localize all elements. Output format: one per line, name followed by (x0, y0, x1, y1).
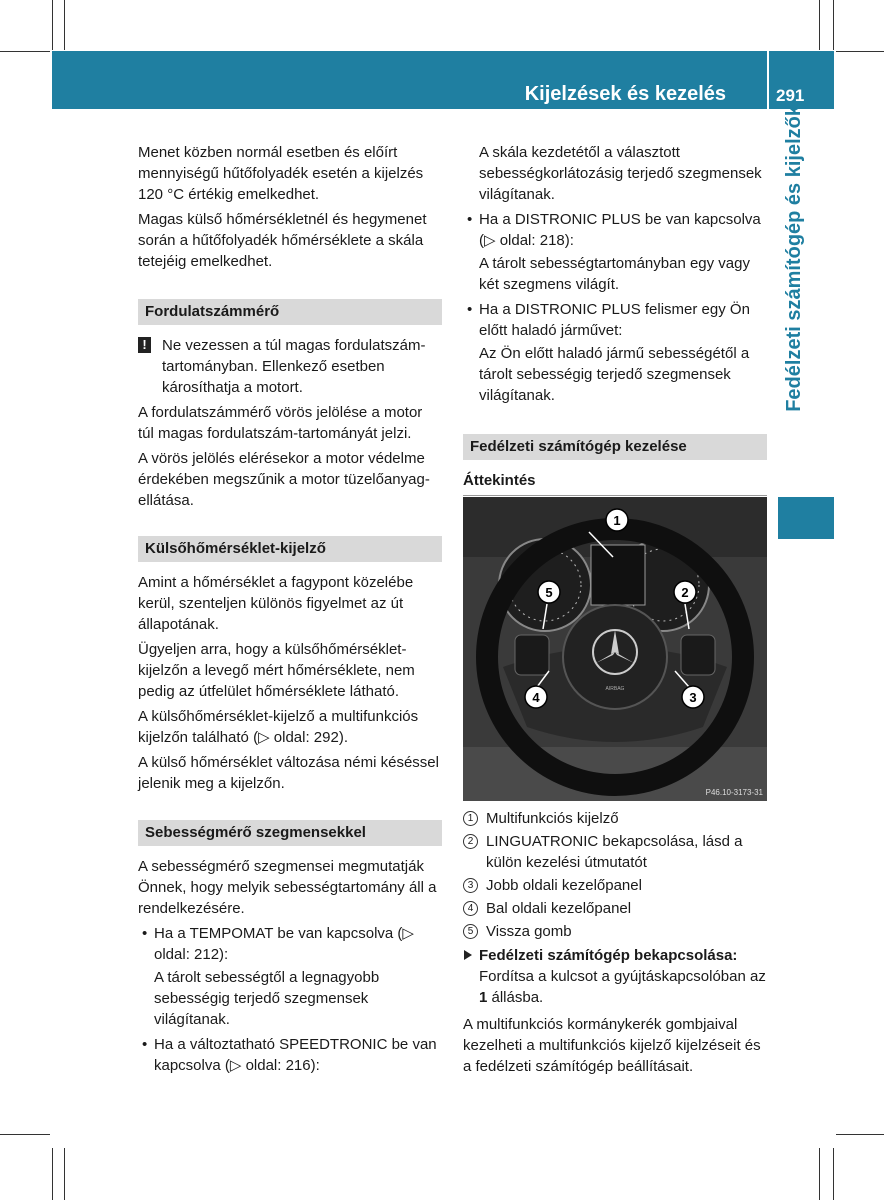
legend-text: Multifunkciós kijelző (486, 810, 619, 827)
crop-mark (64, 0, 65, 50)
warning-text: Ne vezessen a túl magas fordulatszám-tartományban. Ellenkező esetben károsíthatja a motort. (162, 337, 426, 396)
crop-mark (836, 1134, 884, 1135)
steering-wheel-illustration (463, 497, 767, 801)
crop-mark (0, 1134, 50, 1135)
figure-code: P46.10-3173-31 (705, 788, 763, 797)
paragraph: A külső hőmérséklet változása némi késéssel jelenik meg a kijelzőn. (138, 754, 439, 792)
svg-text:3: 3 (689, 690, 697, 705)
warning-icon: ! (138, 337, 151, 353)
svg-text:4: 4 (532, 690, 540, 705)
bullet-detail: Az Ön előtt haladó jármű sebességétől a tárolt sebességig terjedő szegmensek világítanak. (479, 345, 750, 404)
crop-mark (0, 51, 50, 52)
paragraph: A külsőhőmérséklet-kijelző a multifunkciós kijelzőn található (▷ oldal: 292). (138, 708, 419, 746)
chapter-tab-label: Fedélzeti számítógép és kijelzők (783, 105, 805, 412)
svg-text:1: 1 (613, 513, 621, 528)
legend-text: Bal oldali kezelőpanel (486, 900, 632, 917)
crop-mark (52, 1148, 53, 1200)
paragraph: A multifunkciós kormánykerék gombjaival kezelheti a multifunkciós kijelző kijelzéseit és a fedélzeti számítógép beállításait. (463, 1016, 761, 1075)
action-text: állásba. (487, 989, 544, 1006)
legend-text: Jobb oldali kezelőpanel (486, 877, 642, 894)
legend-text: Vissza gomb (486, 923, 572, 940)
airbag-label: AIRBAG (605, 686, 625, 692)
crop-mark (64, 1148, 65, 1200)
legend-text: LINGUATRONIC bekapcsolása, lásd a külön kezelési útmutatót (486, 833, 743, 871)
bullet-detail: A tárolt sebességtartományban egy vagy két szegmens világít. (479, 255, 750, 293)
section-heading: Fedélzeti számítógép kezelése (463, 434, 767, 460)
callout-4 (525, 686, 547, 708)
warning-note (138, 335, 442, 398)
callout-5 (538, 581, 560, 603)
page-title: Kijelzések és kezelés (524, 83, 726, 105)
bullet-item: • Ha a TEMPOMAT be van kapcsolva (▷ oldal: 212): (138, 923, 442, 965)
section-heading: Külsőhőmérséklet-kijelző (138, 536, 442, 562)
right-column (463, 142, 767, 496)
page-header (52, 51, 834, 109)
paragraph: A vörös jelölés elérésekor a motor védelme érdekében megszűnik a motor tüzelőanyag-ellátása. (138, 450, 430, 509)
bullet-item: • Ha a változtatható SPEEDTRONIC be van kapcsolva (▷ oldal: 216): (138, 1034, 442, 1076)
page-number: 291 (776, 86, 805, 105)
crop-mark (833, 0, 834, 50)
left-column (138, 142, 442, 1078)
bullet-detail: A skála kezdetétől a választott sebességkorlátozásig terjedő szegmensek világítanak. (479, 144, 762, 203)
crop-mark (819, 1148, 820, 1200)
crop-mark (52, 0, 53, 50)
callout-2 (674, 581, 696, 603)
section-heading: Sebességmérő szegmensekkel (138, 820, 442, 846)
steering-wheel-photo (463, 497, 767, 801)
legend-number: 2 (463, 834, 478, 849)
paragraph: Amint a hőmérséklet a fagypont közelébe kerül, szenteljen különös figyelmet az út állapotának. (138, 574, 414, 633)
paragraph: Menet közben normál esetben és előírt mennyiségű hűtőfolyadék esetén a kijelzés 120 °C értékig emelkedhet. (138, 144, 424, 203)
paragraph: Ügyeljen arra, hogy a külsőhőmérséklet-kijelzőn a levegő mért hőmérséklete, nem pedig az útfelület hőmérséklete látható. (138, 641, 415, 700)
action-text: Fordítsa a kulcsot a gyújtáskapcsolóban az (479, 968, 766, 985)
legend-number: 3 (463, 878, 478, 893)
figure-legend (463, 808, 767, 1081)
callout-3 (682, 686, 704, 708)
action-step-heading: Fedélzeti számítógép bekapcsolása: (463, 945, 767, 966)
svg-text:5: 5 (545, 585, 553, 600)
key-position: 1 (479, 989, 488, 1006)
paragraph: A sebességmérő szegmensei megmutatják Önnek, hogy melyik sebességtartomány áll a rendelkezésére. (138, 858, 437, 917)
crop-mark (833, 1148, 834, 1200)
legend-item (463, 831, 767, 873)
legend-item (463, 921, 767, 942)
legend-item (463, 808, 767, 829)
callout-1 (606, 509, 628, 531)
bullet-item: • Ha a DISTRONIC PLUS felismer egy Ön előtt haladó járművet: (463, 299, 767, 341)
legend-number: 1 (463, 811, 478, 826)
paragraph: A fordulatszámmérő vörös jelölése a motor túl magas fordulatszám-tartományát jelzi. (138, 404, 423, 442)
legend-number: 5 (463, 924, 478, 939)
crop-mark (836, 51, 884, 52)
crop-mark (819, 0, 820, 50)
paragraph: Magas külső hőmérsékletnél és hegymenet során a hűtőfolyadék hőmérséklete a skála tetejéig emelkedhet. (138, 211, 427, 270)
section-heading: Fordulatszámmérő (138, 299, 442, 325)
legend-item (463, 875, 767, 896)
bullet-item: • Ha a DISTRONIC PLUS be van kapcsolva (▷ oldal: 218): (463, 209, 767, 251)
legend-item (463, 898, 767, 919)
svg-text:2: 2 (681, 585, 689, 600)
subsection-heading: Áttekintés (463, 470, 767, 496)
header-divider (767, 51, 769, 109)
chapter-tab-marker (778, 497, 834, 539)
action-step-text (463, 966, 767, 1008)
legend-number: 4 (463, 901, 478, 916)
bullet-detail: A tárolt sebességtől a legnagyobb sebességig terjedő szegmensek világítanak. (154, 969, 380, 1028)
